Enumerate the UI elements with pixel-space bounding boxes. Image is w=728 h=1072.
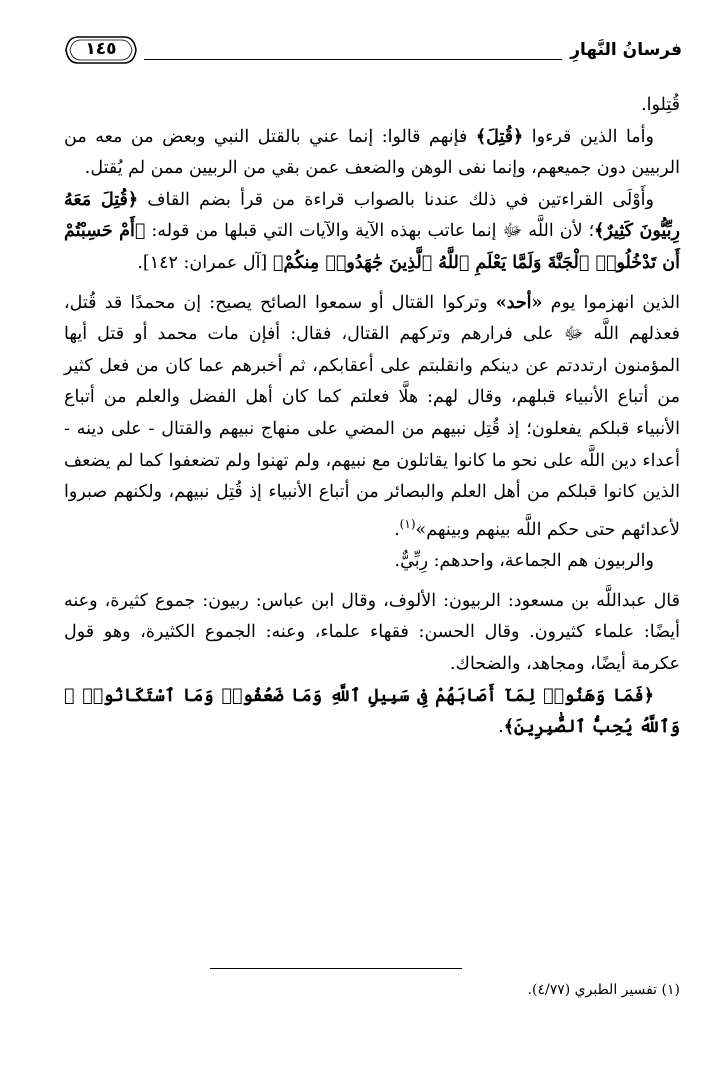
- paragraph-3: [64, 288, 680, 547]
- page-number: ١٤٥: [85, 39, 117, 59]
- body-text: [64, 90, 680, 744]
- p2-text-b: ؛ لأن اللَّه ﷻ إنما عاتب بهذه الآية والآيات التي قبلها من قوله:: [145, 221, 595, 242]
- paragraph-1: [64, 122, 680, 185]
- paragraph-4: والربيون هم الجماعة، واحدهم: رِبِّيٌّ.: [394, 551, 654, 572]
- page-number-badge: [64, 34, 138, 66]
- p3-text-a: الذين انهزموا يوم: [542, 292, 680, 313]
- header-rule: [144, 59, 562, 60]
- page-header: [64, 34, 682, 70]
- quran-quote: ﴿أَمْ حَسِبْتُمْ أَن تَدْخُلُوا۟ ٱلْجَنَّةَ وَلَمَّا يَعْلَمِ ٱللَّهُ ٱلَّذِينَ جَٰهَدُوا۟ مِنكُمْ﴾: [64, 221, 680, 273]
- running-title: فرسانُ النَّهارِ: [570, 40, 682, 60]
- p3-end: .: [394, 519, 400, 540]
- p1-text-a: وأما الذين قرءوا: [523, 126, 654, 147]
- paragraph-2: [64, 185, 680, 280]
- p1-text-b: فإنهم قالوا: إنما عني بالقتل النبي وبعض من معه من الربيين دون جميعهم، وإنما نفى الوهن والضعف عمن بقي من الربيين ممن لم يُقتل.: [64, 126, 680, 179]
- footnote: (١) تفسير الطبري (٤/٧٧).: [527, 982, 680, 998]
- p3-uhud: «أحد»: [495, 292, 543, 313]
- paragraph-0: قُتِلوا.: [641, 95, 680, 115]
- p6-end: .: [498, 717, 504, 738]
- footnote-rule: [210, 968, 462, 969]
- p3-text-b: وتركوا القتال أو سمعوا الصائح يصيح: إن محمدًا قد قُتل، فعذلهم اللَّه ﷻ على فرارهم وتركهم القتال، فقال: أفإن مات محمد أو قتل أيها المؤمنون ارتددتم عن دينكم وانقلبتم على أعقابكم، ثم أخبرهم عما كان من فعل كثير من أتباع الأنبياء قبلهم، وقال لهم: هلَّا فعلتم كما كان أهل الفضل والعلم من أتباع الأنبياء قبلكم يفعلون؛ إذ قُتِل نبيهم من المضي على منهاج نبيهم والقتال - على دينه - أعداء دين اللَّه على نحو ما كانوا يقاتلون مع نبيهم، ولم تهنوا ولم تضعفوا كما لم يضعف الذين كانوا قبلكم من أهل العلم والبصائر من أتباع الأنبياء إذ قُتِل نبيهم، ولكنهم صبروا لأعدائهم حتى حكم اللَّه بينهم وبينهم»: [64, 292, 680, 540]
- quran-quote: ﴿فَمَا وَهَنُوا۟ لِمَآ أَصَابَهُمْ فِى سَبِيلِ ٱللَّهِ وَمَا ضَعُفُوا۟ وَمَا ٱسْتَكَانُوا۟ ۗ وَٱللَّهُ يُحِبُّ ٱلصَّٰبِرِينَ﴾: [64, 685, 680, 738]
- paragraph-5: قال عبداللَّه بن مسعود: الربيون: الألوف، وقال ابن عباس: ربيون: جموع كثيرة، وعنه أيضًا: علماء كثيرون. وقال الحسن: فقهاء علماء، وعنه: الجموع الكثيرة، وهو قول عكرمة أيضًا، ومجاهد، والضحاك.: [64, 590, 680, 674]
- footnote-ref[interactable]: (١): [399, 516, 416, 531]
- quran-quote: ﴿قُتِلَ مَعَهُ رِبِّيُّونَ كَثِيرٌ﴾: [64, 189, 680, 242]
- p2-text-a: وأَوْلَى القراءتين في ذلك عندنا بالصواب قراءة من قرأ بضم القاف: [138, 189, 654, 210]
- p2-text-c: [آل عمران: ١٤٢].: [137, 252, 273, 273]
- paragraph-6: [64, 681, 680, 744]
- quran-quote: ﴿قُتِلَ﴾: [475, 126, 524, 147]
